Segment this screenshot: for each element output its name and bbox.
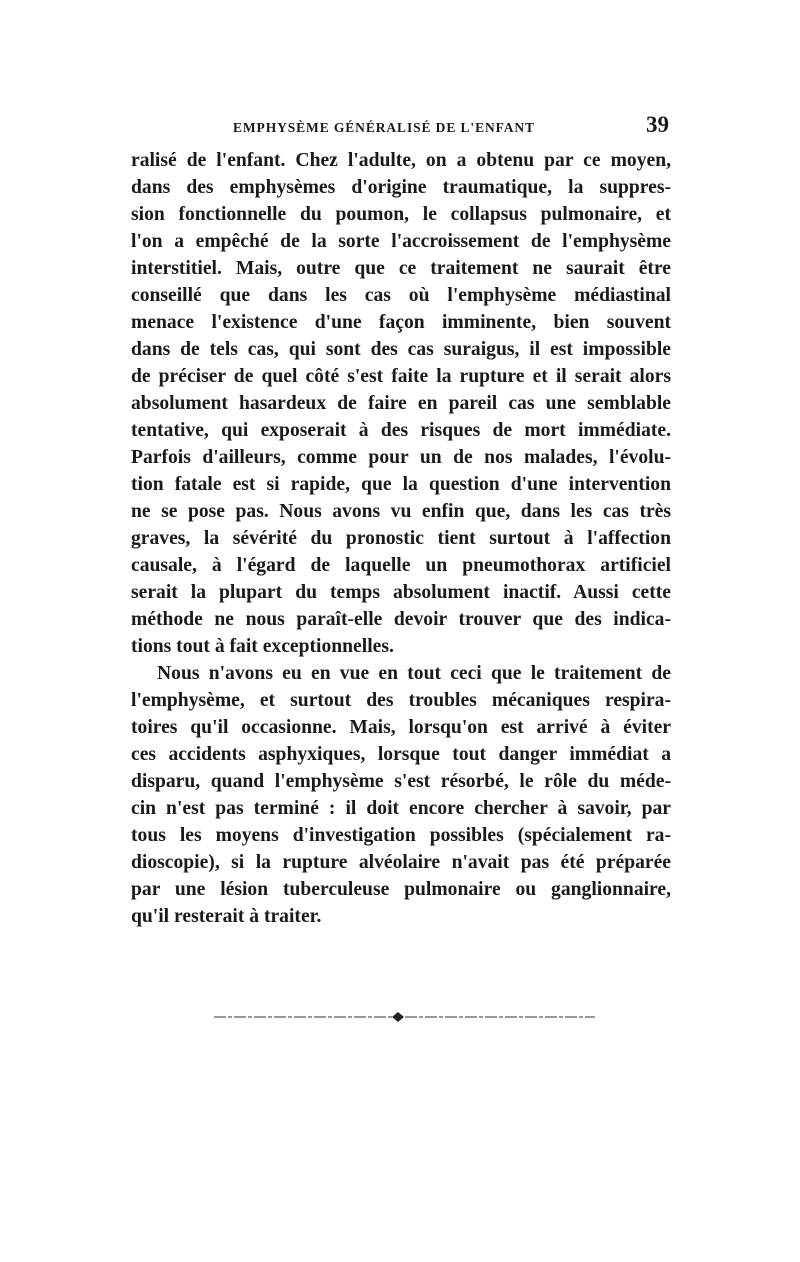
text-line: l'emphysème, et surtout des troubles mécaniques respira-	[131, 690, 671, 711]
text-line: cin n'est pas terminé : il doit encore chercher à savoir, par	[131, 798, 671, 819]
text-line: disparu, quand l'emphysème s'est résorbé, le rôle du méde-	[131, 771, 671, 792]
text-line: dans de tels cas, qui sont des cas suraigus, il est impossible	[131, 339, 671, 360]
text-line: interstitiel. Mais, outre que ce traitement ne saurait être	[131, 258, 671, 279]
text-line: par une lésion tuberculeuse pulmonaire ou ganglionnaire,	[131, 879, 671, 900]
running-title: EMPHYSÈME GÉNÉRALISÉ DE L'ENFANT	[233, 120, 535, 135]
text-line: toires qu'il occasionne. Mais, lorsqu'on est arrivé à éviter	[131, 717, 671, 738]
text-line: absolument hasardeux de faire en pareil cas une semblable	[131, 393, 671, 414]
text-line: causale, à l'égard de laquelle un pneumothorax artificiel	[131, 555, 671, 576]
text-line: menace l'existence d'une façon imminente, bien souvent	[131, 312, 671, 333]
text-line: dioscopie), si la rupture alvéolaire n'avait pas été préparée	[131, 852, 671, 873]
text-line: graves, la sévérité du pronostic tient surtout à l'affection	[131, 528, 671, 549]
text-line: qu'il resterait à traiter.	[131, 906, 322, 927]
text-line: tous les moyens d'investigation possibles (spécialement ra-	[131, 825, 671, 846]
text-line: méthode ne nous paraît-elle devoir trouver que des indica-	[131, 609, 671, 630]
text-line: de préciser de quel côté s'est faite la rupture et il serait alors	[131, 366, 671, 387]
text-line: conseillé que dans les cas où l'emphysème médiastinal	[131, 285, 671, 306]
text-line: serait la plupart du temps absolument inactif. Aussi cette	[131, 582, 671, 603]
text-line: l'on a empêché de la sorte l'accroissement de l'emphysème	[131, 231, 671, 252]
text-line: ces accidents asphyxiques, lorsque tout danger immédiat a	[131, 744, 671, 765]
paragraph-2	[131, 660, 671, 930]
text-line: ne se pose pas. Nous avons vu enfin que, dans les cas très	[131, 501, 671, 522]
page-number: 39	[646, 112, 669, 137]
text-line: tions tout à fait exceptionnelles.	[131, 636, 394, 657]
text-line: tentative, qui exposerait à des risques de mort immédiate.	[131, 420, 671, 441]
body-text	[131, 147, 671, 930]
text-line: Parfois d'ailleurs, comme pour un de nos malades, l'évolu-	[131, 447, 671, 468]
page-header	[131, 112, 669, 142]
text-line: Nous n'avons eu en vue en tout ceci que le traitement de	[157, 663, 671, 684]
paragraph-1	[131, 147, 671, 660]
text-line: sion fonctionnelle du poumon, le collapsus pulmonaire, et	[131, 204, 671, 225]
text-line: dans des emphysèmes d'origine traumatique, la suppres-	[131, 177, 671, 198]
text-line: ralisé de l'enfant. Chez l'adulte, on a obtenu par ce moyen,	[131, 150, 671, 171]
line-diamond-ornament-icon	[212, 1010, 597, 1024]
text-line: tion fatale est si rapide, que la question d'une intervention	[131, 474, 671, 495]
